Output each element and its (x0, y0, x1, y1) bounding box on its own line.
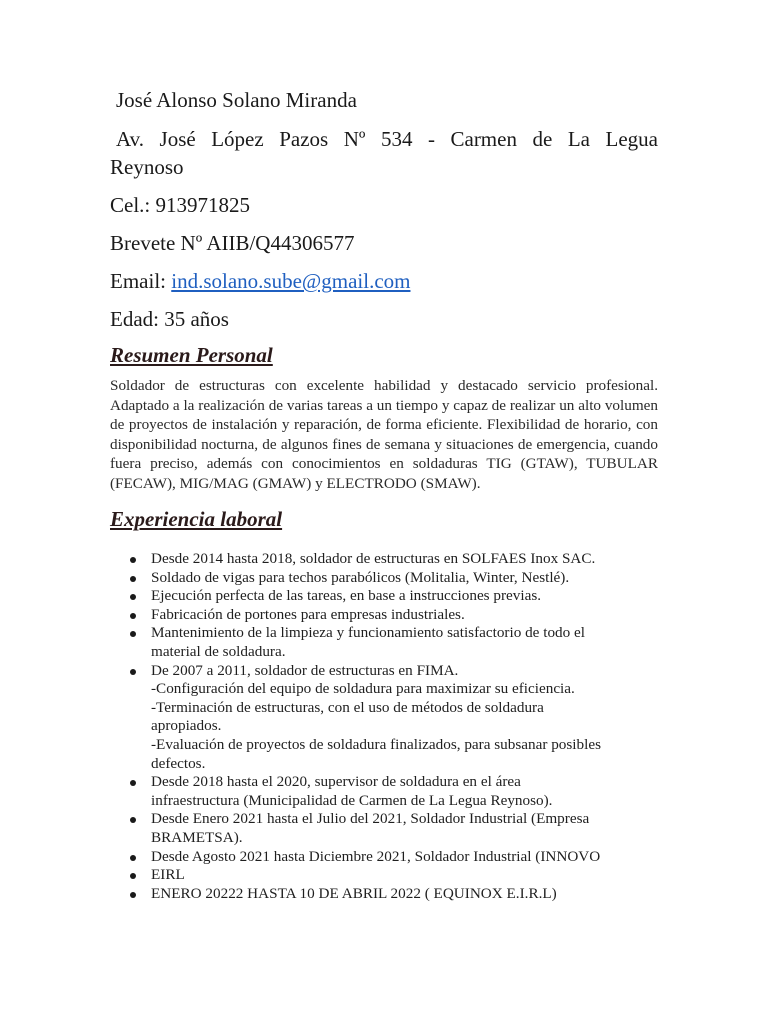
experience-item-line: -Evaluación de proyectos de soldadura finalizados, para subsanar posibles (151, 735, 601, 753)
driver-license: Brevete Nº AIIB/Q44306577 (110, 231, 355, 255)
experience-item (130, 624, 658, 661)
bullet-icon (130, 576, 136, 582)
experience-item (130, 810, 658, 847)
experience-item-line: infraestructura (Municipalidad de Carmen de La Legua Reynoso). (151, 791, 553, 809)
bullet-icon (130, 631, 136, 637)
experience-item-line: Mantenimiento de la limpieza y funcionamiento satisfactorio de todo el (151, 624, 585, 642)
experience-item-line: Fabricación de portones para empresas industriales. (151, 605, 465, 623)
experience-item-line: Desde Agosto 2021 hasta Diciembre 2021, Soldador Industrial (INNOVO (151, 847, 601, 865)
experience-item-line: Desde 2018 hasta el 2020, supervisor de soldadura en el área (151, 773, 521, 791)
bullet-icon (130, 669, 136, 675)
bullet-icon (130, 557, 136, 563)
resume-page (110, 86, 658, 903)
bullet-icon (130, 855, 136, 861)
bullet-icon (130, 817, 136, 823)
bullet-icon (130, 613, 136, 619)
experience-item-line: Desde Enero 2021 hasta el Julio del 2021, Soldador Industrial (Empresa (151, 810, 590, 828)
bullet-icon (130, 594, 136, 600)
experience-item (130, 606, 658, 625)
email-label: Email: (110, 269, 172, 293)
bullet-icon (130, 780, 136, 786)
experience-item (130, 569, 658, 588)
experience-item-line: Soldado de vigas para techos parabólicos (Molitalia, Winter, Nestlé). (151, 568, 570, 586)
bullet-icon (130, 892, 136, 898)
full-name: José Alonso Solano Miranda (116, 88, 357, 112)
experience-item (130, 773, 658, 810)
experience-item-line: BRAMETSA). (151, 828, 243, 846)
experience-item-line: defectos. (151, 754, 206, 772)
experience-item (130, 662, 658, 774)
experience-heading: Experiencia laboral (110, 507, 283, 531)
experience-item-line: De 2007 a 2011, soldador de estructuras en FIMA. (151, 661, 459, 679)
experience-item-line: Ejecución perfecta de las tareas, en base a instrucciones previas. (151, 587, 542, 605)
summary-text: Soldador de estructuras con excelente habilidad y destacado servicio profesional. Adaptado a la realización de varias tareas a un tiempo y capaz de realizar un alto volumen de proyectos de instalación y reparación, de forma eficiente. Flexibilidad de horario, con disponibilidad nocturna, de algunos fines de semana y situaciones de emergencia, cuando fuera preciso, además con conocimientos en soldaduras TIG (GTAW), TUBULAR (FECAW), MIG/MAG (GMAW) y ELECTRODO (SMAW). (110, 377, 658, 492)
bullet-icon (130, 873, 136, 879)
age: Edad: 35 años (110, 307, 229, 331)
phone-number: Cel.: 913971825 (110, 193, 250, 217)
summary-heading: Resumen Personal (110, 343, 273, 367)
experience-list (110, 550, 658, 903)
experience-item (130, 848, 658, 867)
email-row (110, 267, 658, 295)
experience-item (130, 866, 658, 885)
experience-item (130, 587, 658, 606)
email-link[interactable]: ind.solano.sube@gmail.com (171, 269, 411, 293)
experience-item-line: apropiados. (151, 717, 222, 735)
experience-item-line: -Configuración del equipo de soldadura para maximizar su eficiencia. (151, 680, 575, 698)
experience-item-line: ENERO 20222 HASTA 10 DE ABRIL 2022 ( EQUINOX E.I.R.L) (151, 884, 557, 902)
experience-item-line: EIRL (151, 866, 185, 884)
experience-item-line: material de soldadura. (151, 642, 286, 660)
address-line-2: Reynoso (110, 155, 184, 179)
experience-item (130, 550, 658, 569)
address-line-1: Av. José López Pazos Nº 534 - Carmen de La Legua (116, 127, 658, 151)
experience-item-line: -Terminación de estructuras, con el uso de métodos de soldadura (151, 698, 544, 716)
experience-item (130, 885, 658, 904)
experience-item-line: Desde 2014 hasta 2018, soldador de estructuras en SOLFAES Inox SAC. (151, 550, 596, 567)
